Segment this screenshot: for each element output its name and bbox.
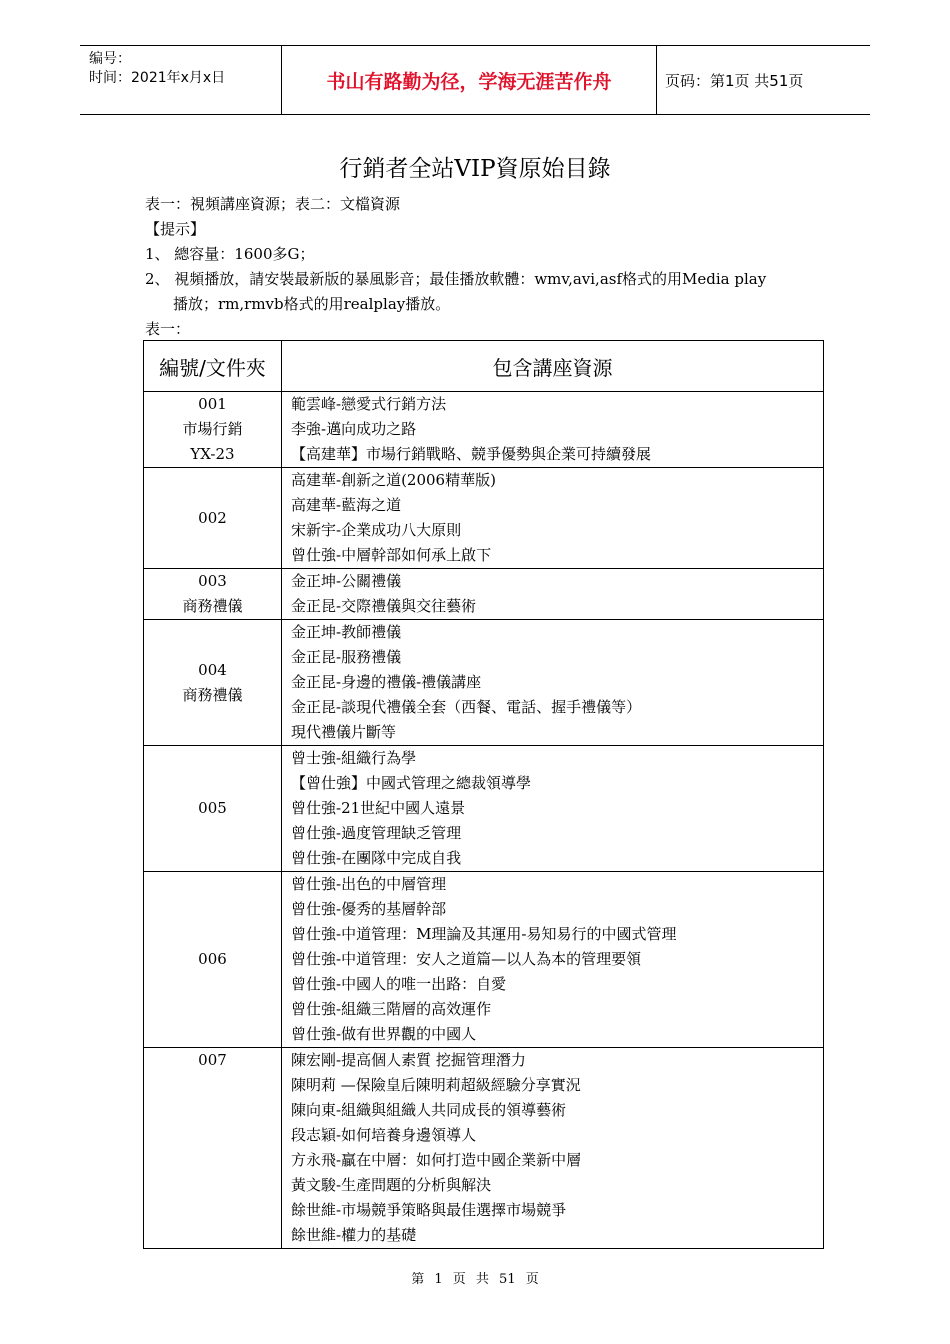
lecture-item: 【高建華】市場行銷戰略、競爭優勢與企業可持續發展 (291, 445, 652, 463)
lecture-list-cell (282, 392, 824, 468)
table-row (144, 1048, 824, 1249)
lecture-item: 曾仕強-中層幹部如何承上啟下 (291, 546, 492, 564)
folder-code: 002 (198, 508, 227, 527)
folder-code-cell (144, 392, 282, 468)
table-row (144, 569, 824, 620)
document-number: 编号： (89, 51, 131, 67)
table-header-row (144, 341, 824, 392)
folder-code-cell (144, 569, 282, 620)
lecture-item: 高建華-藍海之道 (291, 496, 402, 514)
folder-code-cell (144, 468, 282, 569)
intro-section (145, 192, 825, 342)
lecture-item: 陳明莉 —保險皇后陳明莉超級經驗分享實況 (291, 1076, 581, 1094)
lecture-item: 宋新宇-企業成功八大原則 (291, 521, 462, 539)
table-row (144, 392, 824, 468)
lecture-list-cell (282, 1048, 824, 1249)
lecture-item: 曾仕強-中道管理：M理論及其運用-易知易行的中國式管理 (291, 925, 677, 943)
lecture-list-cell (282, 468, 824, 569)
lecture-item: 現代禮儀片斷等 (291, 723, 397, 741)
folder-code: YX-23 (190, 445, 235, 463)
intro-line: 表一：視頻講座資源；表二：文檔資源 (145, 195, 401, 213)
lecture-item: 陳宏剛-提高個人素質 挖掘管理潛力 (291, 1051, 526, 1069)
folder-code: 007 (198, 1051, 227, 1069)
lecture-item: 段志穎-如何培養身邊領導人 (291, 1126, 477, 1144)
lecture-list-cell (282, 746, 824, 872)
table-row (144, 872, 824, 1048)
table-row (144, 468, 824, 569)
lecture-item: 餘世維-權力的基礎 (291, 1226, 417, 1244)
folder-code: 商務禮儀 (182, 597, 243, 615)
page-footer: 第 1 页 共 51 页 (411, 1272, 539, 1287)
header-page-number: 页码：第1页 共51页 (665, 71, 804, 90)
folder-code: 005 (198, 799, 227, 817)
lecture-list-cell (282, 872, 824, 1048)
header-motto: 书山有路勤为径，学海无涯苦作舟 (281, 46, 657, 114)
folder-code-cell (144, 872, 282, 1048)
lecture-item: 金正昆-交際禮儀與交往藝術 (291, 597, 477, 615)
lecture-item: 金正昆-身邊的禮儀-禮儀講座 (291, 673, 482, 691)
lecture-item: 方永飛-贏在中層：如何打造中國企業新中層 (291, 1151, 582, 1169)
lecture-item: 曾仕強-中道管理：安人之道篇—以人為本的管理要領 (291, 950, 642, 968)
intro-line: 1、 總容量：1600多G； (145, 245, 315, 263)
lecture-item: 曾仕強-優秀的基層幹部 (291, 900, 447, 918)
folder-code-cell (144, 746, 282, 872)
folder-code: 001 (198, 395, 227, 413)
lecture-item: 金正昆-服務禮儀 (291, 648, 402, 666)
folder-code: 商務禮儀 (182, 685, 243, 704)
table-row (144, 746, 824, 872)
lecture-item: 曾仕強-出色的中層管理 (291, 875, 447, 893)
lecture-item: 黃文駿-生產問題的分析與解決 (291, 1176, 492, 1194)
lecture-item: 高建華-創新之道(2006精華版) (291, 471, 496, 489)
folder-code: 006 (198, 950, 227, 968)
lecture-item: 曾仕強-21世紀中國人遠景 (291, 799, 466, 817)
lecture-item: 金正坤-公關禮儀 (291, 572, 402, 590)
header-info (89, 50, 279, 88)
lecture-item: 【曾仕強】中國式管理之總裁領導學 (291, 774, 532, 792)
lecture-item: 餘世維-市場競爭策略與最佳選擇市場競爭 (291, 1201, 567, 1219)
column-header-code: 編號/文件夾 (144, 341, 282, 392)
folder-code: 004 (198, 660, 227, 679)
lecture-item: 曾仕強-中國人的唯一出路：自愛 (291, 975, 507, 993)
table-row (144, 620, 824, 746)
folder-code: 市場行銷 (182, 420, 243, 438)
document-title: 行銷者全站VIP資原始目錄 (339, 156, 611, 182)
lecture-item: 範雲峰-戀愛式行銷方法 (291, 395, 447, 413)
lecture-item: 李強-邁向成功之路 (291, 420, 417, 438)
lecture-list-cell (282, 569, 824, 620)
folder-code: 003 (198, 572, 227, 590)
lecture-item: 曾仕強-在團隊中完成自我 (291, 849, 462, 867)
resource-table (143, 340, 824, 1249)
table-body (144, 392, 824, 1249)
lecture-item: 曾仕強-過度管理缺乏管理 (291, 824, 462, 842)
lecture-item: 曾士強-組織行為學 (291, 749, 417, 767)
lecture-item: 曾仕強-組織三階層的高效運作 (291, 1000, 492, 1018)
intro-line: 2、 視頻播放，請安裝最新版的暴風影音；最佳播放軟體：wmv,avi,asf格式的用Media play (145, 270, 767, 288)
document-date: 时间：2021年x月x日 (89, 70, 226, 86)
intro-line: 【提示】 (145, 220, 206, 238)
intro-line: 表一： (145, 320, 191, 338)
lecture-item: 金正坤-教師禮儀 (291, 623, 402, 641)
lecture-item: 金正昆-談現代禮儀全套（西餐、電話、握手禮儀等） (291, 698, 642, 716)
column-header-resources: 包含講座資源 (282, 341, 824, 392)
lecture-item: 曾仕強-做有世界觀的中國人 (291, 1025, 477, 1043)
folder-code-cell (144, 620, 282, 746)
page-header (80, 45, 870, 115)
lecture-list-cell (282, 620, 824, 746)
intro-line: 播放；rm,rmvb格式的用realplay播放。 (173, 295, 451, 313)
folder-code-cell (144, 1048, 282, 1249)
lecture-item: 陳向東-組織與組織人共同成長的領導藝術 (291, 1101, 567, 1119)
